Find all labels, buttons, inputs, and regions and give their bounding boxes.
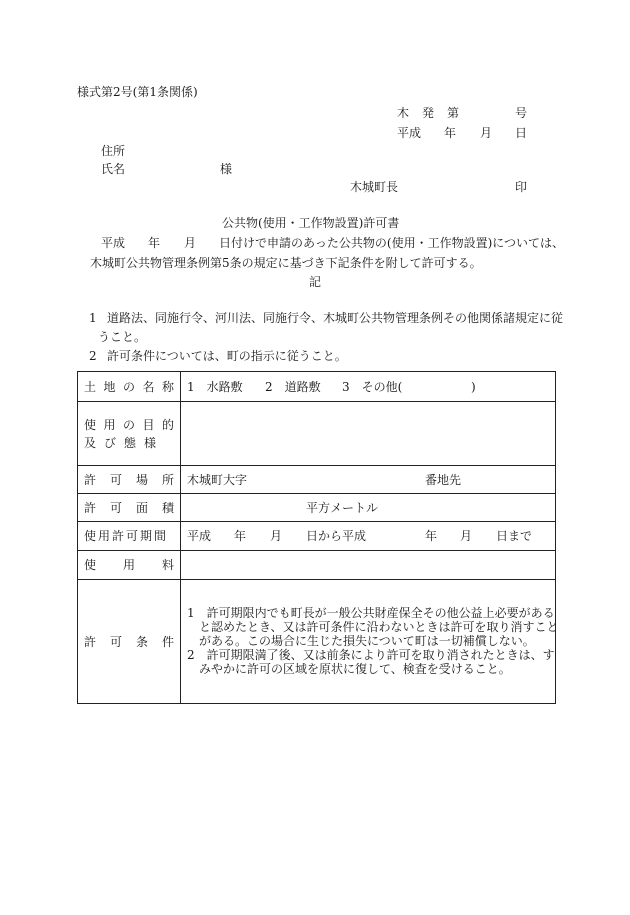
clause-1-line-2: うこと。	[98, 330, 147, 344]
date-year: 年	[444, 126, 457, 140]
intro-year: 年	[148, 236, 161, 250]
doc-no-dai: 第	[447, 106, 460, 120]
issuer: 木城町長	[350, 180, 399, 194]
place-suffix: 番地先	[425, 473, 462, 487]
row-purpose	[78, 402, 556, 466]
clause-1-number: 1	[89, 311, 97, 325]
land-name-options[interactable]	[181, 372, 556, 402]
issue-date	[0, 126, 630, 140]
place-value: 木城町大字	[187, 472, 248, 487]
purpose-label: 使 用 の 目 的 及 び 態 様	[78, 402, 181, 466]
clause-1-line-1: 道路法、同施行令、河川法、同施行令、木城町公共物管理条例その他関係諸規定に従	[107, 311, 564, 325]
clause-2-number: 2	[89, 349, 97, 363]
period-year-from: 年	[234, 529, 247, 543]
fee-label: 使 用 料	[78, 551, 181, 580]
name-label: 氏名	[101, 162, 126, 176]
doc-no-prefix: 木	[397, 106, 410, 120]
conditions-label: 許 可 条 件	[78, 580, 181, 704]
intro-era: 平成	[101, 236, 126, 250]
conditions-text	[181, 580, 559, 704]
option-road[interactable]: 2 道路敷	[265, 380, 321, 394]
document-title: 公共物(使用・工作物設置)許可書	[222, 216, 400, 230]
option-other-close: )	[471, 380, 476, 394]
condition-line: 2 許可期限満了後、又は前条により許可を取り消されたときは、す	[187, 648, 555, 662]
doc-no-middle: 発	[422, 106, 435, 120]
row-period	[78, 522, 556, 551]
row-fee	[78, 551, 556, 580]
option-other[interactable]: 3 その他(	[342, 380, 403, 394]
period-era-from: 平成	[187, 529, 212, 543]
row-land-name	[78, 372, 556, 402]
area-unit: 平方メートル	[306, 501, 379, 515]
intro-rest: 日付けで申請のあった公共物の(使用・工作物設置)については、	[219, 236, 565, 250]
intro-line-1	[0, 236, 630, 250]
place-label: 許 可 場 所	[78, 466, 181, 494]
address-label: 住所	[101, 144, 126, 158]
intro-line-2: 木城町公共物管理条例第5条の規定に基づき下記条件を附して許可する。	[90, 256, 482, 270]
seal-mark: 印	[515, 180, 528, 194]
period-month-from: 月	[270, 529, 283, 543]
date-era: 平成	[397, 126, 422, 140]
period-field[interactable]	[181, 522, 556, 551]
date-month: 月	[480, 126, 493, 140]
area-field[interactable]	[181, 494, 556, 522]
fee-field[interactable]	[181, 551, 556, 580]
land-name-label: 土 地 の 名 称	[78, 372, 181, 402]
condition-line: と認めたとき、又は許可条件に沿わないときは許可を取り消すこと	[199, 620, 559, 634]
intro-month: 月	[184, 236, 197, 250]
permit-table	[77, 371, 559, 704]
condition-line: みやかに許可の区域を原状に復して、検査を受けること。	[199, 662, 511, 676]
clause-2-text: 許可条件については、町の指示に従うこと。	[107, 349, 347, 363]
ki-heading: 記	[309, 275, 322, 289]
row-conditions	[78, 580, 556, 704]
row-place	[78, 466, 556, 494]
area-label: 許 可 面 積	[78, 494, 181, 522]
honorific: 様	[220, 162, 233, 176]
condition-line: 1 許可期限内でも町長が一般公共財産保全その他公益上必要がある	[187, 606, 555, 620]
document-number	[0, 106, 630, 120]
row-area	[78, 494, 556, 522]
period-label: 使用許可期間	[78, 522, 181, 551]
option-waterway[interactable]: 1 水路敷	[187, 379, 243, 394]
period-day-to: 日まで	[496, 529, 533, 543]
doc-no-go: 号	[515, 106, 528, 120]
period-month-to: 月	[460, 529, 473, 543]
condition-line: がある。この場合に生じた損失について町は一切補償しない。	[199, 634, 535, 648]
period-day-from: 日から平成	[306, 529, 367, 543]
form-id: 様式第2号(第1条関係)	[77, 85, 198, 99]
period-year-to: 年	[425, 529, 438, 543]
place-field[interactable]	[181, 466, 556, 494]
date-day: 日	[515, 126, 528, 140]
purpose-field[interactable]	[181, 402, 556, 466]
